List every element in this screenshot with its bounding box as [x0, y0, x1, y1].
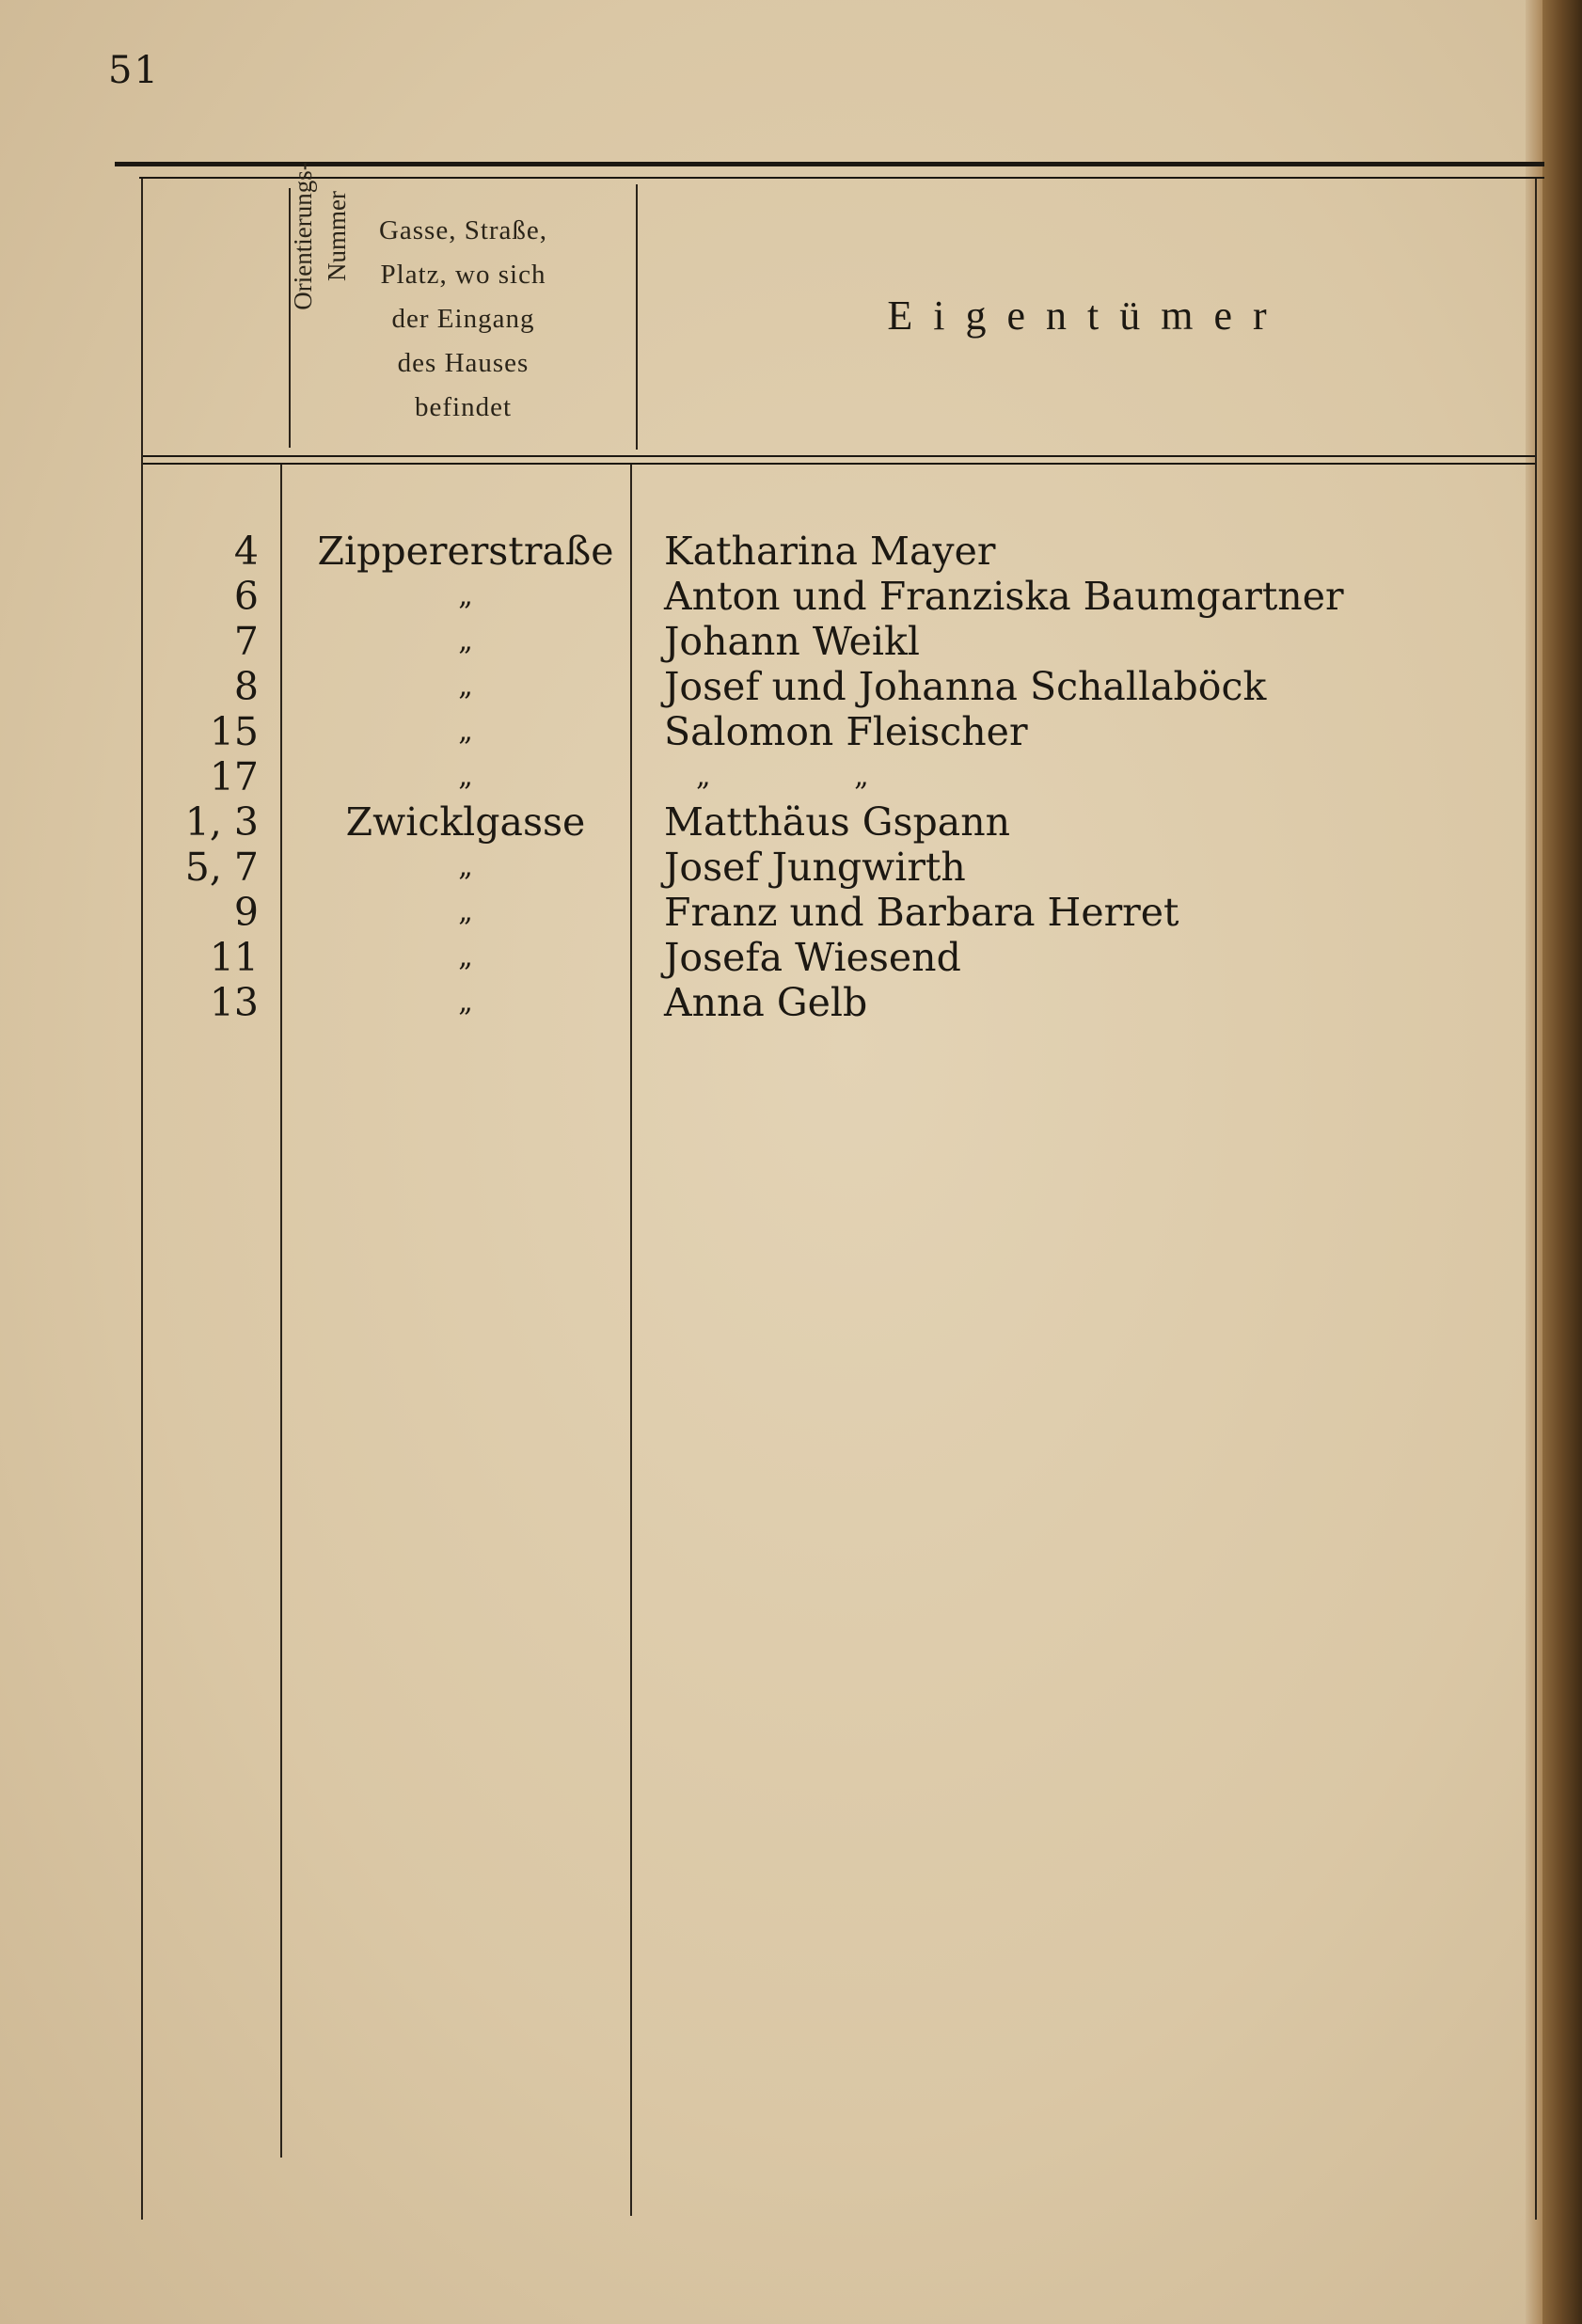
- house-number: 17: [209, 754, 259, 799]
- col-line-1-body: [280, 465, 282, 2158]
- owner-name: Johann Weikl: [664, 619, 920, 664]
- owner-name: Matthäus Gspann: [664, 799, 1010, 845]
- header-street-line-4: des Hauses: [397, 348, 530, 378]
- street-name: Zwicklgasse: [345, 799, 586, 845]
- street-name: „: [458, 850, 473, 883]
- header-owner: Eigentümer: [887, 292, 1288, 339]
- owner-name: „ „: [696, 760, 869, 793]
- house-number: 4: [233, 529, 259, 574]
- house-number: 7: [233, 619, 259, 664]
- col-line-right: [1535, 179, 1537, 2220]
- header-rule-2: [143, 463, 1535, 465]
- col-line-left: [141, 179, 143, 2220]
- header-street-line-3: der Eingang: [391, 304, 535, 334]
- owner-name: Salomon Fleischer: [664, 709, 1028, 754]
- street-name: „: [458, 624, 473, 657]
- house-number: 13: [209, 980, 259, 1025]
- owner-name: Josef und Johanna Schallaböck: [664, 664, 1267, 709]
- page-number: 51: [108, 49, 160, 92]
- street-name: „: [458, 579, 473, 612]
- street-name: „: [458, 895, 473, 928]
- header-number-line-1: Orientierungs-: [289, 162, 317, 310]
- owner-name: Josefa Wiesend: [664, 935, 961, 980]
- street-name: „: [458, 986, 473, 1019]
- header-rule-1: [143, 455, 1535, 457]
- header-street-line-1: Gasse, Straße,: [378, 215, 548, 245]
- street-name: „: [458, 941, 473, 973]
- header-street: [301, 209, 625, 430]
- header-number-line-2: Nummer: [323, 191, 351, 281]
- house-number: 6: [233, 574, 259, 619]
- house-number: 15: [209, 709, 259, 754]
- header-street-line-5: befindet: [414, 392, 512, 422]
- street-name: Zippererstraße: [317, 529, 614, 574]
- street-name: „: [458, 670, 473, 703]
- owner-name: Katharina Mayer: [664, 529, 996, 574]
- owner-name: Josef Jungwirth: [664, 845, 966, 890]
- owner-name: Anton und Franziska Baumgartner: [664, 574, 1344, 619]
- header-street-line-2: Platz, wo sich: [380, 260, 546, 290]
- owner-name: Anna Gelb: [664, 980, 868, 1025]
- house-number: 5, 7: [184, 845, 259, 890]
- house-number: 9: [233, 890, 259, 935]
- street-name: „: [458, 760, 473, 793]
- book-spine: [1542, 0, 1582, 2324]
- house-number: 11: [209, 935, 259, 980]
- house-number: 8: [233, 664, 259, 709]
- house-number: 1, 3: [184, 799, 259, 845]
- street-name: „: [458, 715, 473, 748]
- owner-name: Franz und Barbara Herret: [664, 890, 1179, 935]
